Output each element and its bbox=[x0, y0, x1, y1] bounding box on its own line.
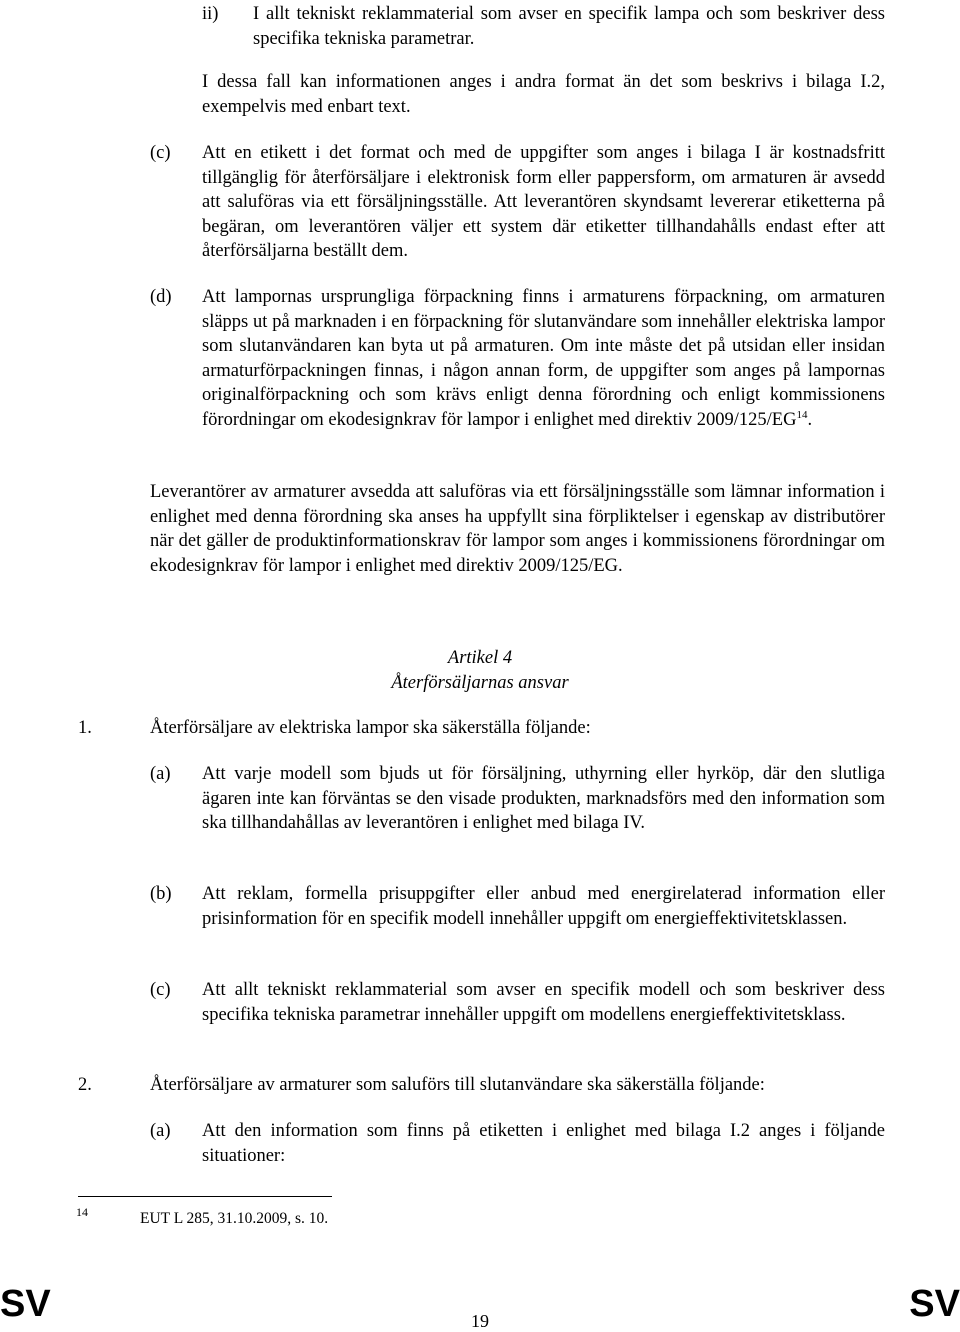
point-2a-text: Att den information som finns på etiketten i enlighet med bilaga I.2 anges i följande situationer: bbox=[202, 1121, 885, 1166]
footer-language-right: SV bbox=[909, 1283, 960, 1325]
point-2-text: Återförsäljare av armaturer som saluförs till slutanvändare ska säkerställa följande: bbox=[150, 1075, 765, 1095]
page-number: 19 bbox=[471, 1311, 489, 1331]
point-1c-label: (c) bbox=[150, 980, 171, 1000]
item-text-c: Att en etikett i det format och med de uppgifter som anges i bilaga I är kostnadsfritt tillgänglig för återförsäljare i elektronisk form eller pappersform, om armaturen är avsedd att saluföras via ett försäljningsställe. Att leverantören skyndsamt levererar etiketterna på begäran, om leverantören väljer ett system där etiketter tillhandahålls endast efter att återförsäljarna beställt dem. bbox=[202, 143, 885, 261]
footnote-separator bbox=[78, 1196, 332, 1197]
item-label-d: (d) bbox=[150, 287, 172, 307]
article-number: Artikel 4 bbox=[447, 648, 513, 668]
point-1c-text: Att allt tekniskt reklammaterial som avser en specifik modell och som beskriver dess specifika tekniska parametrar innehåller uppgift om modellens energieffektivitetsklass. bbox=[202, 980, 885, 1025]
body-paragraph: Leverantörer av armaturer avsedda att saluföras via ett försäljningsställe som lämnar information i enlighet med denna förordning ska anses ha uppfyllt sina förpliktelser i egenskap av distributörer när det gäller de produktinformationskrav för lampor som anges i kommissionens förordningar om ekodesignkrav för lampor i enlighet med direktiv 2009/125/EG. bbox=[150, 482, 885, 576]
item-d-end: . bbox=[807, 409, 813, 430]
point-2-number: 2. bbox=[78, 1075, 92, 1095]
point-1b-text: Att reklam, formella prisuppgifter eller anbud med energirelaterad information eller prisinformation för en specifik modell innehåller uppgift om energieffektivitetsklassen. bbox=[202, 884, 885, 929]
item-d-body: Att lampornas ursprungliga förpackning finns i armaturens förpackning, om armaturen släpps ut på marknaden i en förpackning för slutanvändare som innehåller elektriska lampor som slutanvändaren kan byta ut på armaturen. Om inte måste det på utsidan eller insidan armaturförpackningen finnas, i någon annan form, de uppgifter som anges på lampornas originalförpackning och som krävs enligt denna förordning och enligt kommissionens förordningar om ekodesignkrav för lampor i enlighet med direktiv 2009/125/EG bbox=[202, 287, 885, 430]
point-1-text: Återförsäljare av elektriska lampor ska säkerställa följande: bbox=[150, 718, 591, 738]
point-1-number: 1. bbox=[78, 718, 92, 738]
article-title: Återförsäljarnas ansvar bbox=[391, 673, 569, 693]
footnote-ref[interactable]: 14 bbox=[796, 408, 808, 421]
item-label-c: (c) bbox=[150, 143, 171, 163]
footnote-text: EUT L 285, 31.10.2009, s. 10. bbox=[140, 1210, 329, 1227]
point-1a-text: Att varje modell som bjuds ut för försäljning, uthyrning eller hyrköp, där den slutliga ägaren inte kan förväntas se den visade produkten, marknadsförs med den information som ska tillhandahållas av leverantören i enlighet med bilaga IV. bbox=[202, 764, 885, 833]
footnote-number: 14 bbox=[76, 1205, 88, 1219]
point-2a-label: (a) bbox=[150, 1121, 171, 1141]
note-paragraph: I dessa fall kan informationen anges i andra format än det som beskrivs i bilaga I.2, exempelvis med enbart text. bbox=[202, 72, 885, 117]
point-1a-label: (a) bbox=[150, 764, 171, 784]
item-label-ii: ii) bbox=[202, 4, 219, 24]
point-1b-label: (b) bbox=[150, 884, 172, 904]
item-text-ii: I allt tekniskt reklammaterial som avser en specifik lampa och som beskriver dess specifika tekniska parametrar. bbox=[253, 4, 885, 49]
item-text-d bbox=[202, 285, 885, 432]
footer-language-left: SV bbox=[0, 1283, 51, 1325]
